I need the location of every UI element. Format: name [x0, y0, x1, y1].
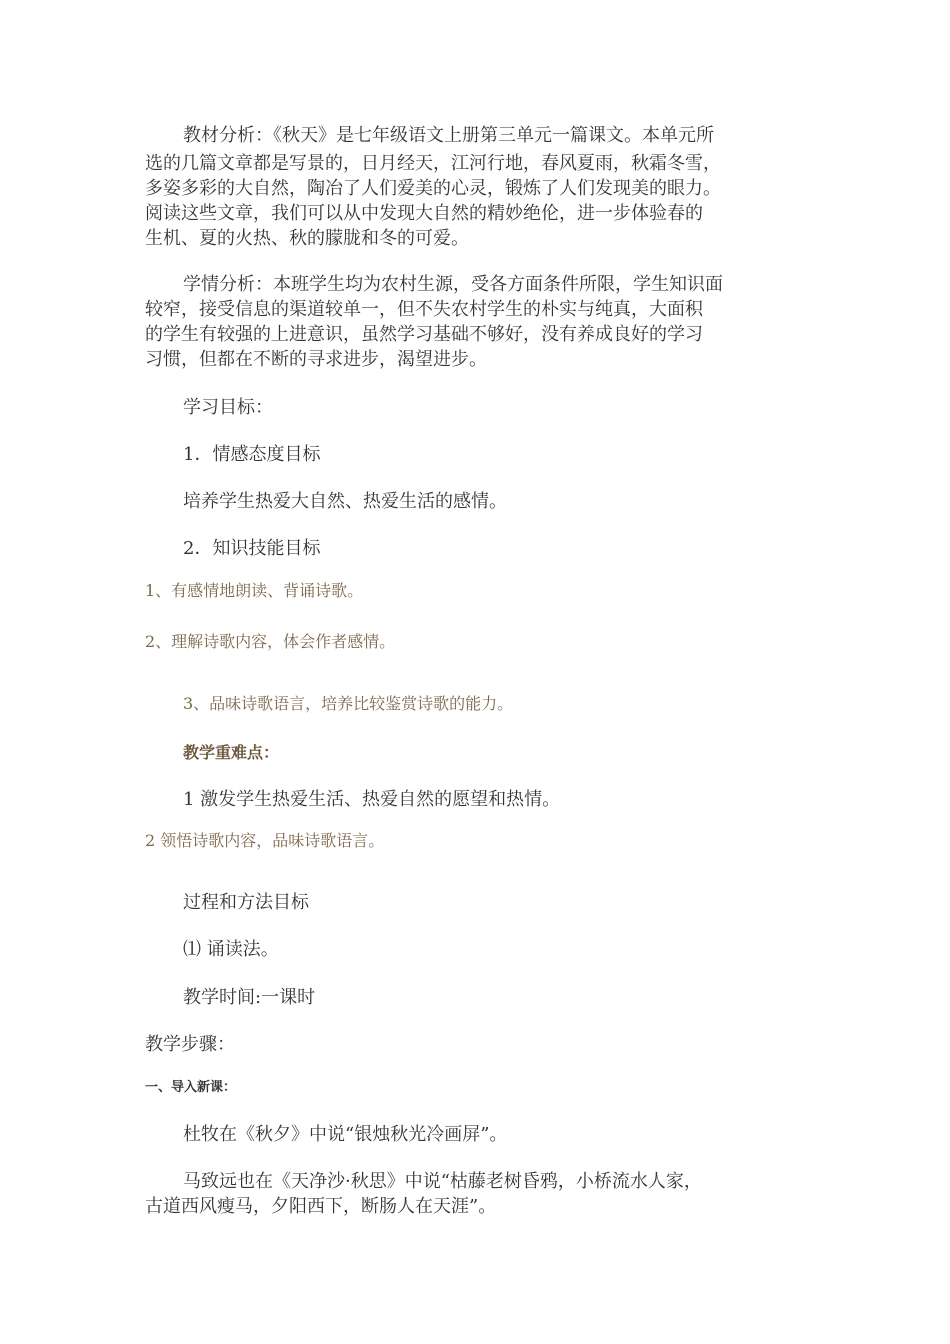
goal-knowledge-heading: 2．知识技能目标: [183, 538, 321, 559]
key-point-2: 2 领悟诗歌内容，品味诗歌语言。: [145, 831, 385, 850]
paragraph-textbook-analysis-line-4: 阅读这些文章，我们可以从中发现大自然的精妙绝伦，进一步体验春的: [145, 203, 703, 224]
paragraph-student-analysis-line-2: 较窄，接受信息的渠道较单一，但不失农村学生的朴实与纯真，大面积: [145, 299, 703, 320]
goal-emotion-text: 培养学生热爱大自然、热爱生活的感情。: [183, 491, 507, 512]
paragraph-student-analysis-line-4: 习惯，但都在不断的寻求进步，渴望进步。: [145, 349, 487, 370]
key-point-1: 1 激发学生热爱生活、热爱自然的愿望和热情。: [183, 789, 561, 810]
skill-item-2: 2、理解诗歌内容，体会作者感情。: [145, 632, 396, 651]
goal-emotion-heading: 1．情感态度目标: [183, 444, 321, 465]
paragraph-textbook-analysis-line-5: 生机、夏的火热、秋的朦胧和冬的可爱。: [145, 228, 469, 249]
paragraph-student-analysis-line-1: 学情分析：本班学生均为农村生源，受各方面条件所限，学生知识面: [183, 274, 723, 295]
step-1-heading: 一、导入新课：: [145, 1080, 237, 1095]
process-method-heading: 过程和方法目标: [183, 892, 309, 913]
intro-quote-2-line-2: 古道西风瘦马，夕阳西下，断肠人在天涯”。: [145, 1196, 497, 1217]
key-points-heading: 教学重难点：: [183, 743, 280, 762]
intro-quote-2-line-1: 马致远也在《天净沙·秋思》中说“枯藤老树昏鸦，小桥流水人家，: [183, 1171, 702, 1192]
skill-item-3: 3、品味诗歌语言，培养比较鉴赏诗歌的能力。: [183, 694, 514, 713]
process-method-item-1: ⑴ 诵读法。: [183, 939, 279, 960]
teaching-steps-heading: 教学步骤：: [145, 1034, 235, 1055]
paragraph-textbook-analysis-line-3: 多姿多彩的大自然，陶冶了人们爱美的心灵，锻炼了人们发现美的眼力。: [145, 178, 721, 199]
paragraph-student-analysis-line-3: 的学生有较强的上进意识，虽然学习基础不够好，没有养成良好的学习: [145, 324, 703, 345]
skill-item-1: 1、有感情地朗读、背诵诗歌。: [145, 581, 364, 600]
intro-quote-1: 杜牧在《秋夕》中说“银烛秋光冷画屏”。: [183, 1124, 508, 1145]
paragraph-textbook-analysis-line-2: 选的几篇文章都是写景的，日月经天，江河行地，春风夏雨，秋霜冬雪，: [145, 153, 721, 174]
teaching-time: 教学时间:一课时: [183, 987, 316, 1008]
learning-goals-heading: 学习目标：: [183, 397, 273, 418]
paragraph-textbook-analysis-line-1: 教材分析：《秋天》是七年级语文上册第三单元一篇课文。本单元所: [183, 125, 714, 146]
